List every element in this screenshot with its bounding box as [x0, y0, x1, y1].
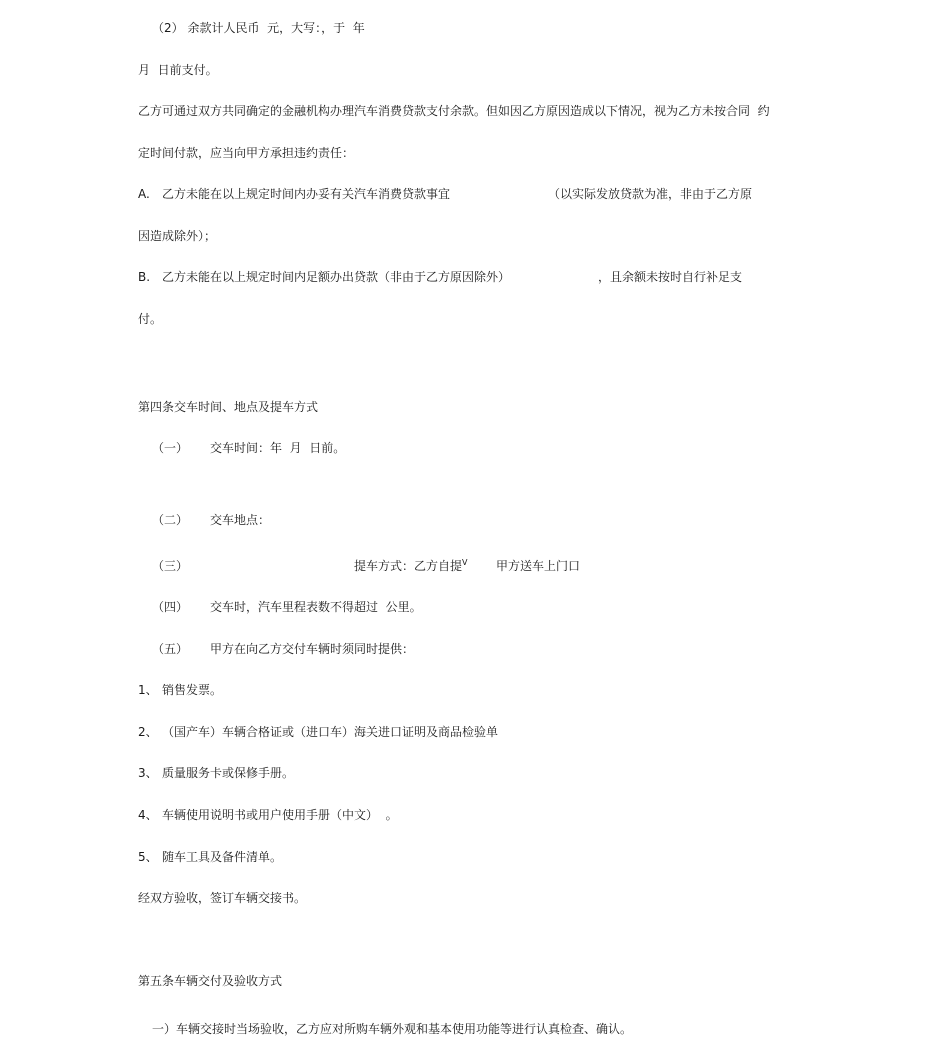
article-4-item-1-marker: （一）	[152, 441, 189, 455]
article-4-title: 第四条交车时间、地点及提车方式	[138, 400, 319, 414]
article-4-item-3-text	[354, 558, 468, 576]
item-a-continuation: 因造成除外）；	[138, 229, 217, 243]
item-a-text-right: （以实际发放贷款为准，非由于乙方原	[548, 187, 753, 201]
loan-paragraph-line-2: 定时间付款，应当向甲方承担违约责任：	[138, 146, 355, 160]
article-5-item-1: 一）车辆交接时当场验收，乙方应对所购车辆外观和基本使用功能等进行认真检查、确认。	[152, 1022, 633, 1036]
article-4-item-1-text: 交车时间：年 月 日前。	[210, 441, 346, 455]
article-4-item-4-text: 交车时，汽车里程表数不得超过 公里。	[210, 600, 422, 614]
balance-line-1: （2） 余款计人民币 元，大写：，于 年	[152, 21, 365, 35]
document-2-text: （国产车）车辆合格证或（进口车）海关进口证明及商品检验单	[162, 725, 499, 739]
document-5-number: 5、	[138, 850, 158, 864]
article-4-item-3-text-after: 甲方送车上门口	[496, 559, 581, 573]
check-mark: V	[462, 558, 468, 567]
balance-line-2: 月 日前支付。	[138, 63, 218, 77]
article-4-closing: 经双方验收，签订车辆交接书。	[138, 891, 307, 905]
document-5-text: 随车工具及备件清单。	[162, 850, 283, 864]
item-a-marker: A.	[138, 187, 150, 201]
document-1-number: 1、	[138, 683, 158, 697]
item-b-text: 乙方未能在以上规定时间内足额办出贷款（非由于乙方原因除外）	[162, 270, 511, 284]
document-3-text: 质量服务卡或保修手册。	[162, 766, 295, 780]
item-a-text: 乙方未能在以上规定时间内办妥有关汽车消费贷款事宜	[162, 187, 451, 201]
document-4-text: 车辆使用说明书或用户使用手册（中文） 。	[162, 808, 398, 822]
document-1-text: 销售发票。	[162, 683, 223, 697]
article-5-title: 第五条车辆交付及验收方式	[138, 974, 283, 988]
article-4-item-2-marker: （二）	[152, 513, 189, 527]
article-4-item-4-marker: （四）	[152, 600, 189, 614]
document-4-number: 4、	[138, 808, 158, 822]
document-2-number: 2、	[138, 725, 158, 739]
article-4-item-2-text: 交车地点：	[210, 513, 271, 527]
article-4-item-5-marker: （五）	[152, 642, 189, 656]
item-b-marker: B.	[138, 270, 151, 284]
pickup-method-label: 提车方式：乙方自提	[354, 559, 463, 573]
article-4-item-5-text: 甲方在向乙方交付车辆时须同时提供：	[210, 642, 415, 656]
article-4-item-3-marker: （三）	[152, 559, 189, 573]
item-b-continuation: 付。	[138, 312, 163, 326]
loan-paragraph-line-1: 乙方可通过双方共同确定的金融机构办理汽车消费贷款支付余款。但如因乙方原因造成以下情况，视为乙方未按合同 约	[138, 104, 770, 118]
document-3-number: 3、	[138, 766, 158, 780]
item-b-text-right: ，且余额未按时自行补足支	[598, 270, 743, 284]
